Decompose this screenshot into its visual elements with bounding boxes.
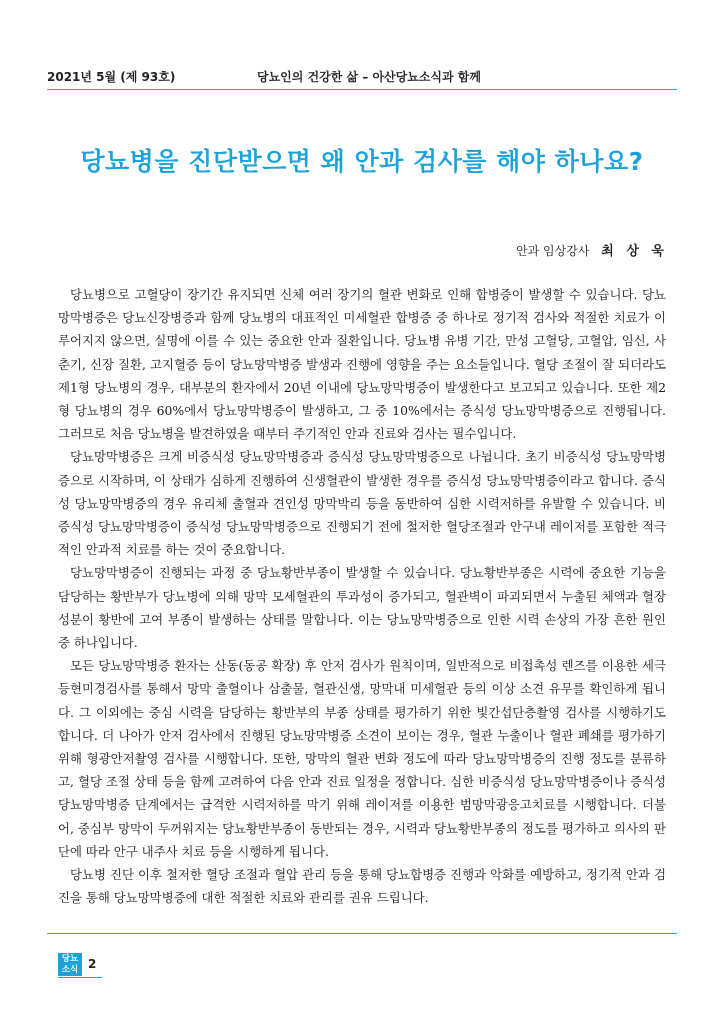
author-role: 안과 임상강사 xyxy=(516,244,590,258)
article-body xyxy=(58,283,666,909)
footer-divider xyxy=(47,933,677,934)
author-byline xyxy=(516,240,668,259)
badge-line-1: 당뇨 xyxy=(61,954,79,964)
paragraph: 당뇨병으로 고혈당이 장기간 유지되면 신체 여러 장기의 혈관 변화로 인해 합병증이 발생할 수 있습니다. 당뇨망막병증은 당뇨신장병증과 함께 당뇨병의 대표적인 미세혈관 합병증 중 하나로 정기적 검사와 적절한 치료가 이루어지지 않으면, 실명에 이를 수 있는 중요한 안과 질환입니다. 당뇨병 유병 기간, 만성 고혈당, 고혈압, 임신, 사춘기, 신장 질환, 고지혈증 등이 당뇨망막병증 발생과 진행에 영향을 주는 요소들입니다. 혈당 조절이 잘 되더라도 제1형 당뇨병의 경우, 대부분의 환자에서 20년 이내에 당뇨망막병증이 발생한다고 보고되고 있습니다. 또한 제2형 당뇨병의 경우 60%에서 당뇨망막병증이 발생하고, 그 중 10%에서는 증식성 당뇨망막병증으로 진행됩니다. 그러므로 처음 당뇨병을 발견하였을 때부터 주기적인 안과 진료와 검사는 필수입니다. xyxy=(58,287,666,442)
page-number: 2 xyxy=(88,957,97,971)
paragraph: 모든 당뇨망막병증 환자는 산동(동공 확장) 후 안저 검사가 원칙이며, 일반적으로 비접촉성 렌즈를 이용한 세극등현미경검사를 통해서 망막 출혈이나 삼출물, 혈관신생, 망막내 미세혈관 등의 이상 소견 유무를 확인하게 됩니다. 그 이외에는 중심 시력을 담당하는 황반부의 부종 상태를 평가하기 위한 빛간섭단층촬영 검사를 시행하기도 합니다. 더 나아가 안저 검사에서 진행된 당뇨망막병증 소견이 보이는 경우, 혈관 누출이나 혈관 폐쇄를 평가하기 위해 형광안저촬영 검사를 시행합니다. 또한, 망막의 혈관 변화 정도에 따라 당뇨망막병증의 진행 정도를 분류하고, 혈당 조절 상태 등을 함께 고려하여 다음 안과 진료 일정을 정합니다. 심한 비증식성 당뇨망막병증이나 증식성 당뇨망막병증 단계에서는 급격한 시력저하를 막기 위해 레이저를 이용한 범망막광응고치료를 시행합니다. 더불어, 중심부 망막이 두꺼워지는 당뇨황반부종이 동반되는 경우, 시력과 당뇨황반부종의 정도를 평가하고 의사의 판단에 따라 안구 내주사 치료 등을 시행하게 됩니다. xyxy=(58,658,666,859)
issue-info: 2021년 5월 (제 93호) xyxy=(47,70,176,84)
footer-underline xyxy=(58,977,102,978)
paragraph: 당뇨병 진단 이후 철저한 혈당 조절과 혈압 관리 등을 통해 당뇨합병증 진행과 악화를 예방하고, 정기적 안과 검진을 통해 당뇨망막병증에 대한 적절한 치료와 관리를 권유 드립니다. xyxy=(58,867,666,906)
header-divider xyxy=(47,89,677,90)
author-name: 최 상 욱 xyxy=(601,244,668,259)
paragraph: 당뇨망막병증이 진행되는 과정 중 당뇨황반부종이 발생할 수 있습니다. 당뇨황반부종은 시력에 중요한 기능을 담당하는 황반부가 당뇨병에 의해 망막 모세혈관의 투과성이 증가되고, 혈관벽이 파괴되면서 누출된 체액과 혈장 성분이 황반에 고여 부종이 발생하는 상태를 말합니다. 이는 당뇨망막병증으로 인한 시력 손상의 가장 흔한 원인 중 하나입니다. xyxy=(58,565,666,651)
paragraph: 당뇨망막병증은 크게 비증식성 당뇨망막병증과 증식성 당뇨망막병증으로 나뉩니다. 초기 비증식성 당뇨망막병증으로 시작하며, 이 상태가 심하게 진행하여 신생혈관이 발생한 경우를 증식성 당뇨망막병증이라고 합니다. 증식성 당뇨망막병증의 경우 유리체 출혈과 견인성 망막박리 등을 동반하여 심한 시력저하를 유발할 수 있습니다. 비증식성 당뇨망막병증이 증식성 당뇨망막병증으로 진행되기 전에 철저한 혈당조절과 안구내 레이저를 포함한 적극적인 안과적 치료를 하는 것이 중요합니다. xyxy=(58,449,666,558)
running-header xyxy=(47,68,677,86)
badge-line-2: 소식 xyxy=(61,965,79,975)
article-title: 당뇨병을 진단받으면 왜 안과 검사를 해야 하나요? xyxy=(80,147,644,176)
publication-title: 당뇨인의 건강한 삶 – 아산당뇨소식과 함께 xyxy=(257,70,481,84)
newsletter-badge xyxy=(58,953,82,976)
